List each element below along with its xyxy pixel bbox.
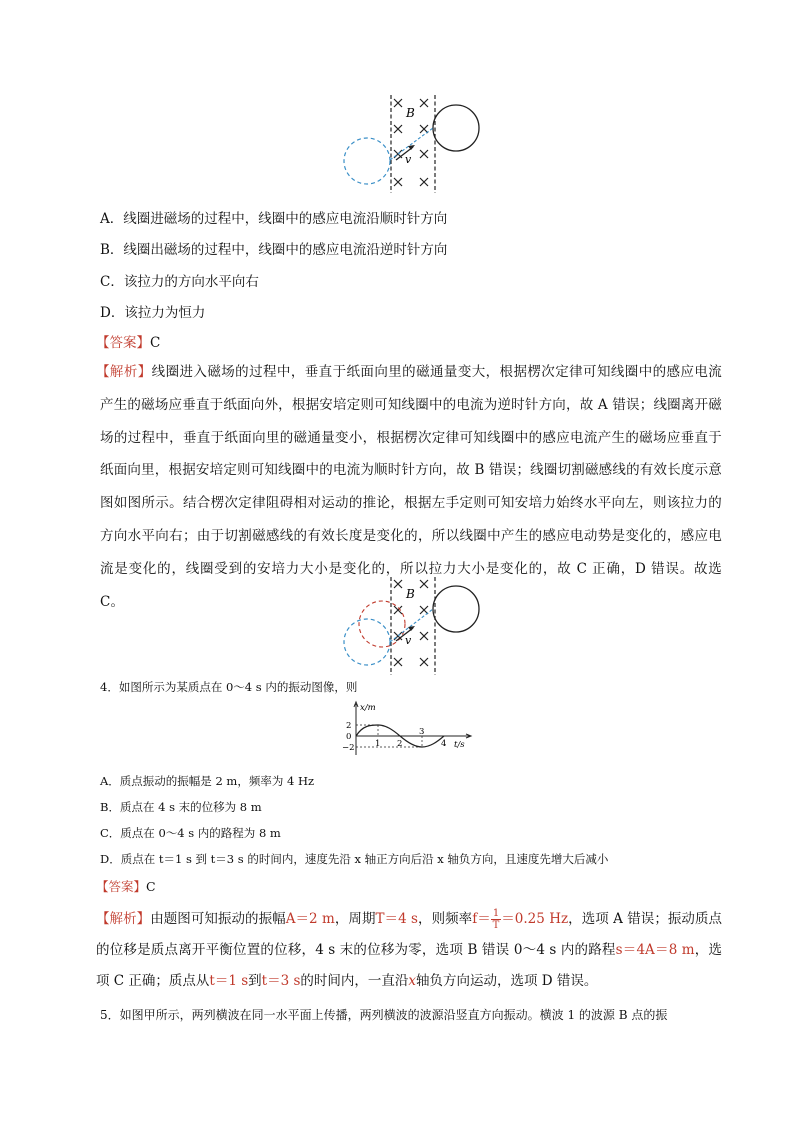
graph-ylabel: x/m <box>360 703 376 713</box>
freq-denominator: T <box>492 920 500 931</box>
q4-option-b: B．质点在 4 s 末的位移为 8 m <box>100 800 262 814</box>
analysis-text: 由题图可知振动的振幅 <box>150 911 286 927</box>
amplitude-expr: A＝2 m <box>285 911 335 927</box>
figure-coil-magnetic-field-1 <box>336 92 488 196</box>
analysis-text: 的时间内，一直沿 <box>300 973 409 989</box>
time-end: t＝3 s <box>261 973 301 989</box>
q3-option-b: B．线圈出磁场的过程中，线圈中的感应电流沿逆时针方向 <box>100 242 448 258</box>
analysis-text: 轴负方向运动，选项 D 错误。 <box>416 973 598 989</box>
analysis-tag: 【解析】 <box>96 364 152 380</box>
q3-option-a: A．线圈进磁场的过程中，线圈中的感应电流沿顺时针方向 <box>100 211 448 227</box>
field-label-B: B <box>406 106 415 120</box>
q3-option-c: C．该拉力的方向水平向右 <box>100 274 259 290</box>
q4-answer <box>96 877 156 895</box>
path-expr: s＝4A＝8 m <box>615 942 695 958</box>
answer-tag: 【答案】 <box>96 335 150 351</box>
freq-numerator: 1 <box>492 908 500 919</box>
ytick-neg2: −2 <box>342 743 355 753</box>
time-start: t＝1 s <box>209 973 249 989</box>
answer-tag: 【答案】 <box>96 879 147 894</box>
q4-option-a: A．质点振动的振幅是 2 m，频率为 4 Hz <box>100 774 315 788</box>
q5-stem: 5．如图甲所示，两列横波在同一水平面上传播，两列横波的波源沿竖直方向振动。横波 1 的波源 B 点的振 <box>100 1008 668 1022</box>
q4-analysis <box>96 904 722 997</box>
analysis-text: ，选项 A 错误；振动质点的位移是质点离开平衡位置的位移，4 s 末的位移为零，选项 B 错误 0～4 s 内的路程 <box>96 911 723 958</box>
xtick-4: 4 <box>441 739 447 749</box>
freq-fraction <box>491 908 501 931</box>
analysis-text: ，选项 C 正确；质点从 <box>96 942 723 989</box>
q3-answer <box>96 331 160 351</box>
ytick-0: 0 <box>346 732 352 742</box>
graph-xlabel: t/s <box>454 740 465 750</box>
answer-value: C <box>150 335 161 351</box>
velocity-label: v <box>405 634 412 647</box>
figure-coil-magnetic-field-2 <box>336 574 488 678</box>
q4-option-d: D．质点在 t＝1 s 到 t＝3 s 的时间内，速度先沿 x 轴正方向后沿 x 轴负方向，且速度先增大后减小 <box>100 852 609 866</box>
analysis-text: ，周期 <box>334 911 376 927</box>
vibration-graph <box>336 700 476 760</box>
xtick-1: 1 <box>375 739 381 749</box>
analysis-text: ，则频率 <box>417 911 473 927</box>
q4-option-c: C．质点在 0～4 s 内的路程为 8 m <box>100 826 281 840</box>
analysis-text: 到 <box>248 973 262 989</box>
xtick-3: 3 <box>419 727 425 737</box>
ytick-2: 2 <box>346 721 352 731</box>
q3-option-d: D．该拉力为恒力 <box>100 305 206 321</box>
analysis-tag: 【解析】 <box>96 911 151 927</box>
period-expr: T＝4 s <box>375 911 418 927</box>
xtick-2: 2 <box>397 739 403 749</box>
velocity-label: v <box>405 153 412 166</box>
answer-value: C <box>146 879 156 894</box>
analysis-text: 线圈进入磁场的过程中，垂直于纸面向里的磁通量变大，根据楞次定律可知线圈中的感应电流产生的磁场应垂直于纸面向外，根据安培定则可知线圈中的电流为逆时针方向，故 A 错误；线圈离开磁场的过程中，垂直于纸面向里的磁通量变小，根据楞次定律可知线圈中的感应电流产生的磁场应垂直于纸面向里，根据安培定则可知线圈中的电流为顺时针方向，故 B 错误；线圈切割磁感线的有效长度示意图如图所示。结合楞次定律阻碍相对运动的推论，根据左手定则可知安培力始终水平向左，则该拉力的方向水平向右；由于切割磁感线的有效长度是变化的，所以线圈中产生的感应电动势是变化的，感应电流是变化的，线圈受到的安培力大小是变化的，所以拉力大小是变化的，故 C 正确，D 错误。故选 C。 <box>100 364 722 610</box>
freq-lhs: f＝ <box>472 911 491 927</box>
field-label-B: B <box>406 587 415 601</box>
q4-stem: 4．如图所示为某质点在 0～4 s 内的振动图像，则 <box>100 680 358 694</box>
axis-x: x <box>408 973 417 989</box>
freq-rhs: ＝0.25 Hz <box>501 911 569 927</box>
